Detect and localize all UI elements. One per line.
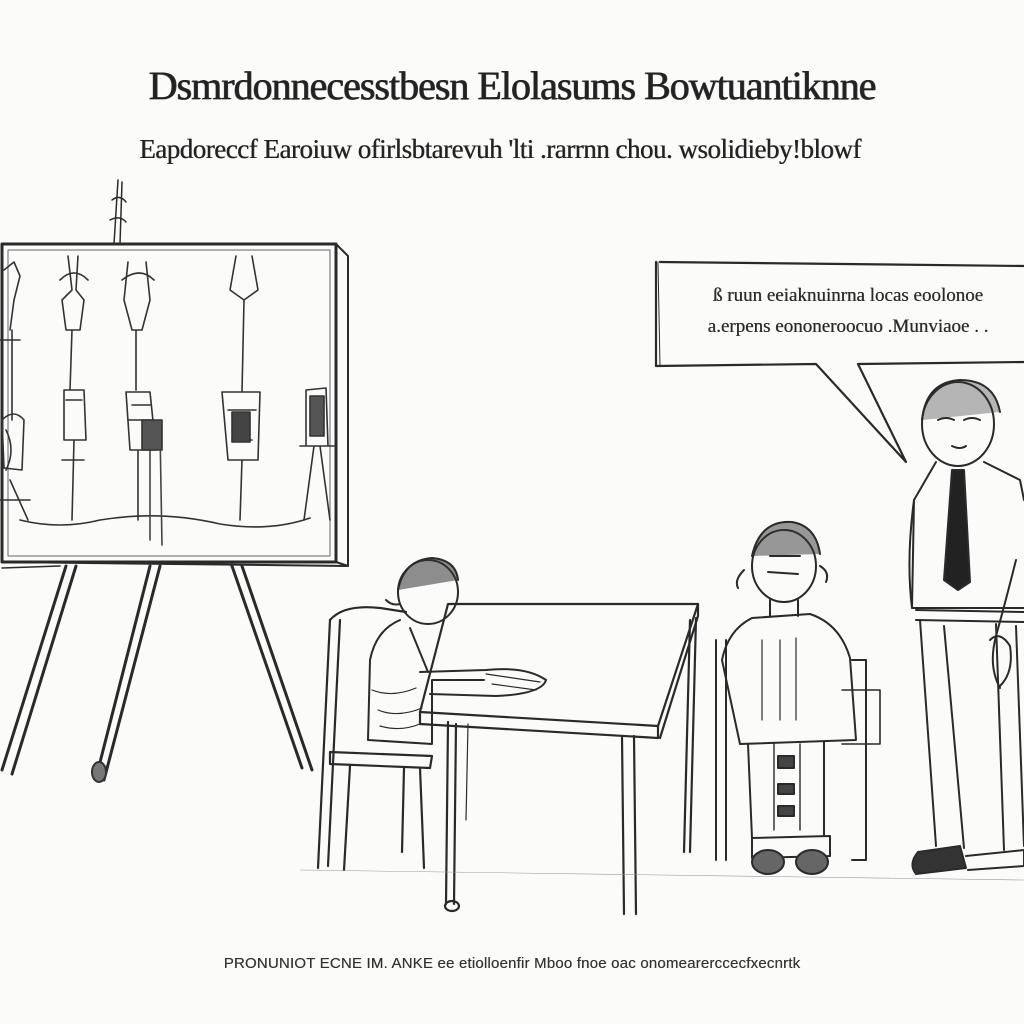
- speech-bubble-line: ß ruun eeiaknuinrna locas eoolonoe: [712, 285, 984, 306]
- table-leg-front-left: [446, 722, 456, 904]
- table-leg-front-right: [622, 736, 636, 914]
- easel-leg-right: [232, 566, 312, 770]
- teacher-shoe: [912, 846, 966, 874]
- seated-student-right: [716, 522, 880, 874]
- easel-leg-middle: [96, 566, 160, 780]
- board-drawings: [0, 256, 334, 545]
- speech-bubble-line: a.erpens eononeroocuo .Munviaoe . .: [707, 316, 989, 337]
- standing-teacher: [909, 380, 1024, 874]
- easel-leg-left: [2, 566, 76, 774]
- easel: [0, 180, 348, 782]
- illustration-subtitle: Eapdoreccf Earoiuw ofirlsbtarevuh 'lti .rarrnn chou. wsolidieby!blowf: [139, 134, 861, 164]
- presentation-board: [2, 244, 336, 562]
- table-top: [420, 604, 698, 726]
- table: [420, 604, 698, 914]
- seated-child: [368, 558, 546, 744]
- speech-bubble-text: [672, 280, 1024, 342]
- teacher-tie: [944, 470, 970, 590]
- illustration-caption: PRONUNIOT ECNE IM. ANKE ee etiolloenfir Mboo fnoe oac onomearerccecfxecnrtk: [223, 955, 801, 972]
- illustration-title: Dsmrdonnecesstbesn Elolasums Bowtuantiknne: [148, 63, 876, 108]
